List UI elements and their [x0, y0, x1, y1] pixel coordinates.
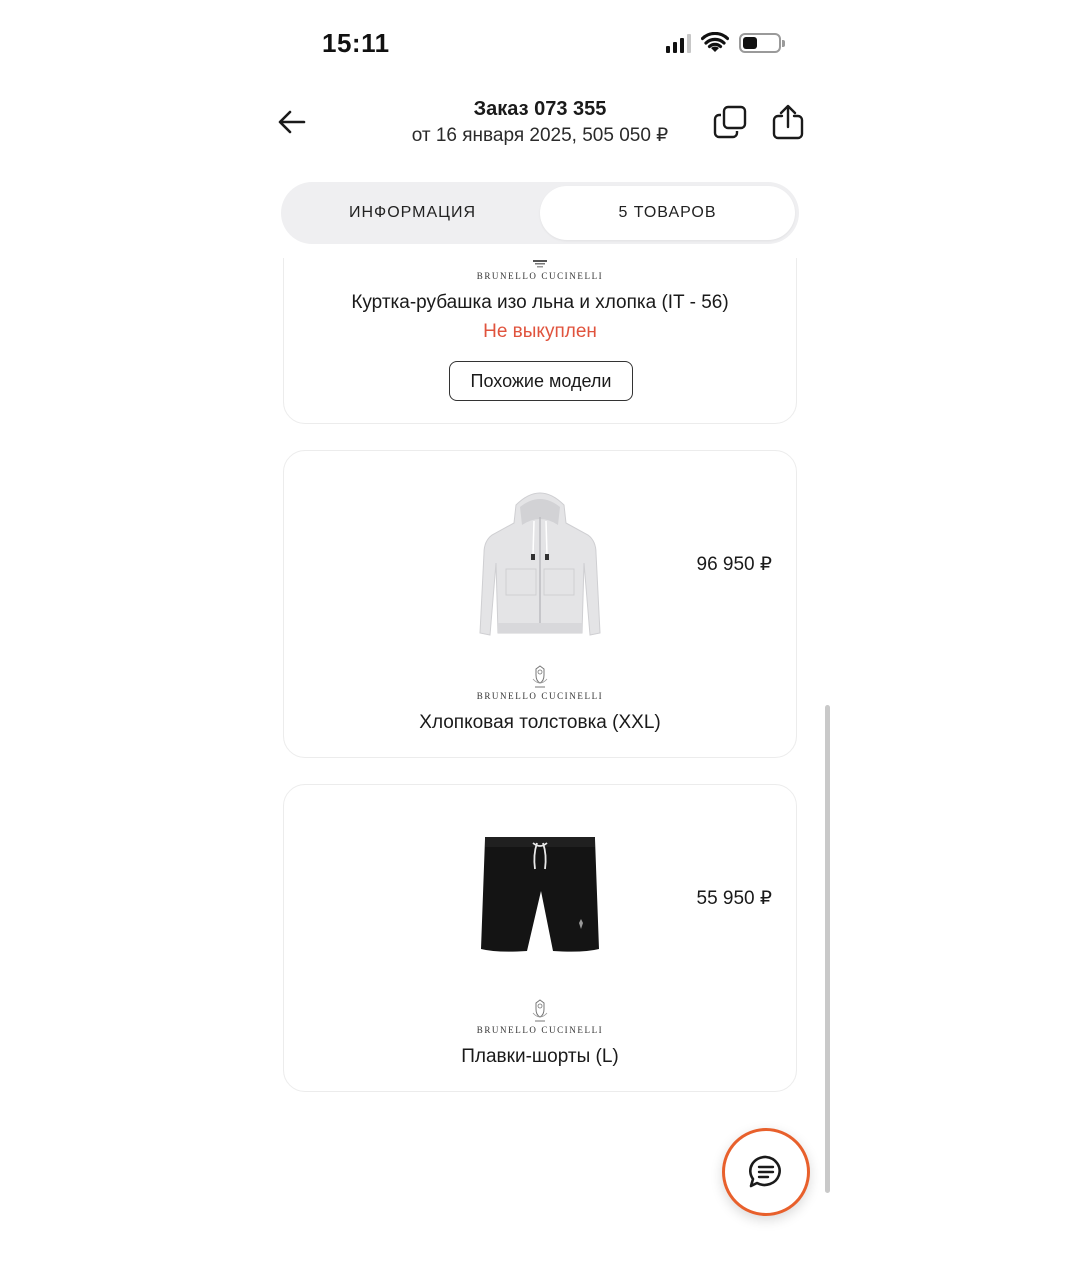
- brand-crest-icon: [532, 259, 548, 269]
- tab-products[interactable]: 5 ТОВАРОВ: [540, 186, 795, 240]
- brand-name: BRUNELLO CUCINELLI: [476, 691, 604, 701]
- brand-logo: [284, 999, 796, 1035]
- order-subtitle: от 16 января 2025, 505 050 ₽: [411, 125, 669, 146]
- brand-crest-icon: [531, 999, 549, 1023]
- tab-information[interactable]: ИНФОРМАЦИЯ: [348, 204, 477, 221]
- product-name: Хлопковая толстовка (XXL): [419, 712, 661, 733]
- copy-button[interactable]: [710, 102, 750, 142]
- product-list[interactable]: [0, 258, 1080, 1280]
- back-button[interactable]: [272, 102, 312, 142]
- brand-logo: [284, 665, 796, 701]
- product-card[interactable]: [283, 258, 797, 424]
- chat-button[interactable]: [722, 1128, 810, 1216]
- product-name: Куртка-рубашка изо льна и хлопка (IT - 56): [351, 292, 729, 313]
- battery-icon: [739, 33, 781, 53]
- status-time: 15:11: [322, 28, 390, 58]
- brand-name: BRUNELLO CUCINELLI: [476, 1025, 604, 1035]
- product-card[interactable]: [283, 784, 797, 1092]
- signal-icon: [666, 33, 691, 53]
- product-price: 55 950 ₽: [696, 888, 772, 909]
- page-title: Заказ 073 355: [473, 98, 607, 120]
- brand-name: BRUNELLO CUCINELLI: [476, 271, 604, 281]
- product-price: 96 950 ₽: [696, 554, 772, 575]
- scrollbar[interactable]: [825, 705, 830, 1193]
- wifi-icon: [701, 32, 729, 54]
- tabs: [281, 182, 799, 244]
- chat-icon: [748, 1154, 784, 1190]
- share-button[interactable]: [768, 100, 808, 144]
- share-icon: [772, 104, 804, 140]
- brand-logo: [284, 259, 796, 281]
- product-status: Не выкуплен: [483, 321, 597, 342]
- similar-models-button[interactable]: Похожие модели: [449, 361, 633, 401]
- brand-crest-icon: [531, 665, 549, 689]
- product-image[interactable]: [479, 835, 601, 957]
- arrow-left-icon: [277, 107, 307, 137]
- status-icons: [666, 32, 781, 54]
- copy-icon: [713, 105, 747, 139]
- product-card[interactable]: [283, 450, 797, 758]
- product-name: Плавки-шорты (L): [461, 1046, 619, 1067]
- product-image[interactable]: [478, 483, 602, 645]
